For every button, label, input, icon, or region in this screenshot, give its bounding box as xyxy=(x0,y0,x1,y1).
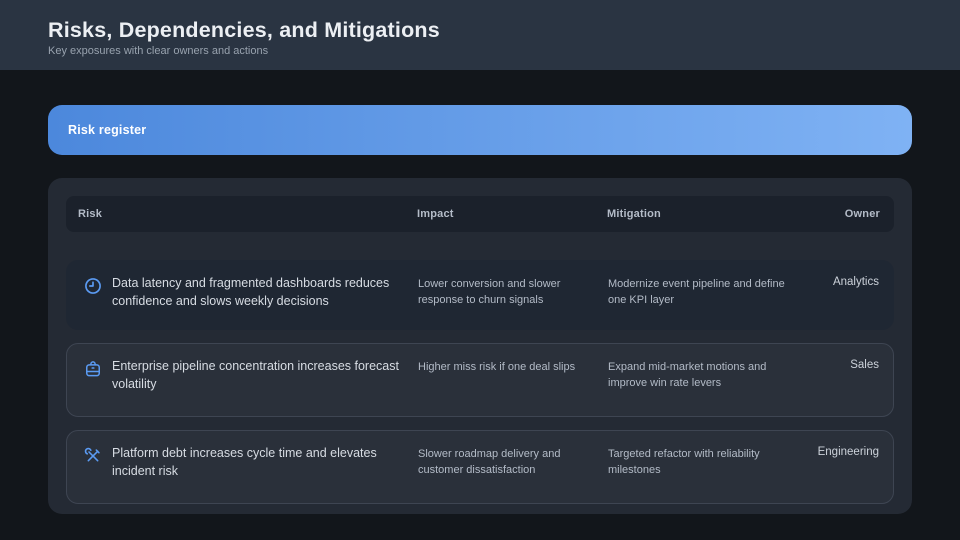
clock-icon xyxy=(83,276,103,296)
risk-register-banner-label: Risk register xyxy=(68,123,147,137)
column-header-risk: Risk xyxy=(78,208,103,220)
risk-cell: Platform debt increases cycle time and elevates incident risk xyxy=(112,446,377,478)
impact-cell: Lower conversion and slower response to churn signals xyxy=(418,278,561,306)
impact-cell: Higher miss risk if one deal slips xyxy=(418,361,576,373)
risk-cell: Data latency and fragmented dashboards reduces confidence and slows weekly decisions xyxy=(112,276,390,308)
table-row xyxy=(66,430,894,504)
table-header-row xyxy=(66,196,894,232)
briefcase-icon xyxy=(83,359,103,379)
page-header xyxy=(0,0,960,70)
owner-cell: Sales xyxy=(850,359,879,371)
owner-cell: Engineering xyxy=(817,446,879,458)
page-title: Risks, Dependencies, and Mitigations xyxy=(48,18,440,42)
mitigation-cell: Targeted refactor with reliability milestones xyxy=(608,448,760,476)
mitigation-cell: Expand mid-market motions and improve win rate levers xyxy=(608,361,767,389)
column-header-mitigation: Mitigation xyxy=(607,208,661,220)
risk-cell: Enterprise pipeline concentration increases forecast volatility xyxy=(112,359,399,391)
impact-cell: Slower roadmap delivery and customer dissatisfaction xyxy=(418,448,561,476)
owner-cell: Analytics xyxy=(832,276,879,288)
tools-icon xyxy=(83,446,103,466)
risk-register-banner xyxy=(48,105,912,155)
mitigation-cell: Modernize event pipeline and define one KPI layer xyxy=(608,278,785,306)
risk-table-card xyxy=(48,178,912,514)
table-row xyxy=(66,343,894,417)
table-row xyxy=(66,260,894,330)
column-header-impact: Impact xyxy=(417,208,454,220)
page-subtitle: Key exposures with clear owners and actions xyxy=(48,45,269,57)
column-header-owner: Owner xyxy=(844,208,880,220)
